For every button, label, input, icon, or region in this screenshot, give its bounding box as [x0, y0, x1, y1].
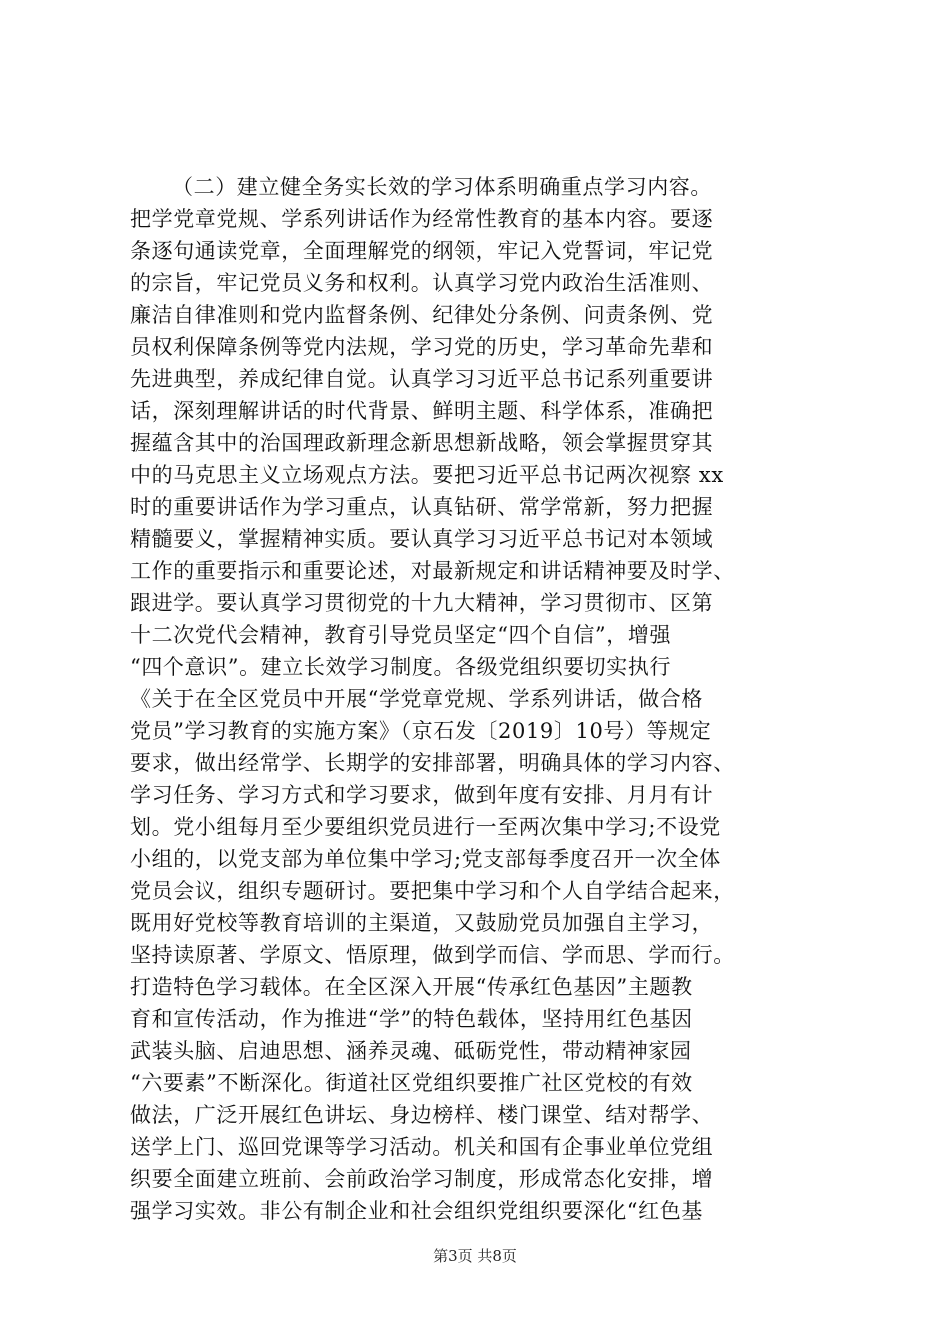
text-line: 精髓要义，掌握精神实质。要认真学习习近平总书记对本领域: [130, 527, 714, 551]
text-line: 打造特色学习载体。在全区深入开展“传承红色基因”主题教: [130, 975, 693, 999]
text-line: （二）建立健全务实长效的学习体系明确重点学习内容。: [172, 175, 712, 199]
text-line: 握蕴含其中的治国理政新理念新思想新战略，领会掌握贯穿其: [130, 431, 714, 455]
text-line: 中的马克思主义立场观点方法。要把习近平总书记两次视察 xx: [130, 463, 724, 487]
text-line: 要求，做出经常学、长期学的安排部署，明确具体的学习内容、: [130, 751, 735, 775]
text-line: 划。党小组每月至少要组织党员进行一至两次集中学习;不设党: [130, 815, 721, 839]
text-line: 学习任务、学习方式和学习要求，做到年度有安排、月月有计: [130, 783, 714, 807]
text-line: 十二次党代会精神，教育引导党员坚定“四个自信”，增强: [130, 623, 672, 647]
text-line: 坚持读原著、学原文、悟原理，做到学而信、学而思、学而行。: [130, 943, 735, 967]
text-line: 廉洁自律准则和党内监督条例、纪律处分条例、问责条例、党: [130, 303, 714, 327]
text-line: 工作的重要指示和重要论述，对最新规定和讲话精神要及时学、: [130, 559, 735, 583]
text-line: 员权利保障条例等党内法规，学习党的历史，学习革命先辈和: [130, 335, 714, 359]
text-line: 跟进学。要认真学习贯彻党的十九大精神，学习贯彻市、区第: [130, 591, 714, 615]
text-line: 先进典型，养成纪律自觉。认真学习习近平总书记系列重要讲: [130, 367, 714, 391]
text-line: 《关于在全区党员中开展“学党章党规、学系列讲话，做合格: [130, 687, 703, 711]
text-line: 时的重要讲话作为学习重点，认真钻研、常学常新，努力把握: [130, 495, 714, 519]
text-line: 武装头脑、启迪思想、涵养灵魂、砥砺党性，带动精神家园: [130, 1039, 692, 1063]
text-line: 做法，广泛开展红色讲坛、身边榜样、楼门课堂、结对帮学、: [130, 1103, 714, 1127]
text-line: 小组的，以党支部为单位集中学习;党支部每季度召开一次全体: [130, 847, 721, 871]
text-line: 既用好党校等教育培训的主渠道，又鼓励党员加强自主学习，: [130, 911, 714, 935]
document-body: [130, 171, 830, 1227]
text-line: 送学上门、巡回党课等学习活动。机关和国有企事业单位党组: [130, 1135, 714, 1159]
page-footer: 第3页 共8页: [433, 1247, 517, 1265]
text-line: 党员会议，组织专题研讨。要把集中学习和个人自学结合起来，: [130, 879, 735, 903]
text-line: 的宗旨，牢记党员义务和权利。认真学习党内政治生活准则、: [130, 271, 714, 295]
text-line: 话，深刻理解讲话的时代背景、鲜明主题、科学体系，准确把: [130, 399, 714, 423]
text-line: “四个意识”。建立长效学习制度。各级党组织要切实执行: [130, 655, 672, 679]
text-line: 条逐句通读党章，全面理解党的纲领，牢记入党誓词，牢记党: [130, 239, 714, 263]
text-line: 强学习实效。非公有制企业和社会组织党组织要深化“红色基: [130, 1199, 703, 1223]
text-line: 育和宣传活动，作为推进“学”的特色载体，坚持用红色基因: [130, 1007, 693, 1031]
text-line: “六要素”不断深化。街道社区党组织要推广社区党校的有效: [130, 1071, 693, 1095]
text-line: 把学党章党规、学系列讲话作为经常性教育的基本内容。要逐: [130, 207, 714, 231]
text-line: 织要全面建立班前、会前政治学习制度，形成常态化安排，增: [130, 1167, 714, 1191]
text-line: 党员”学习教育的实施方案》（京石发〔2019〕10号）等规定: [130, 719, 712, 743]
